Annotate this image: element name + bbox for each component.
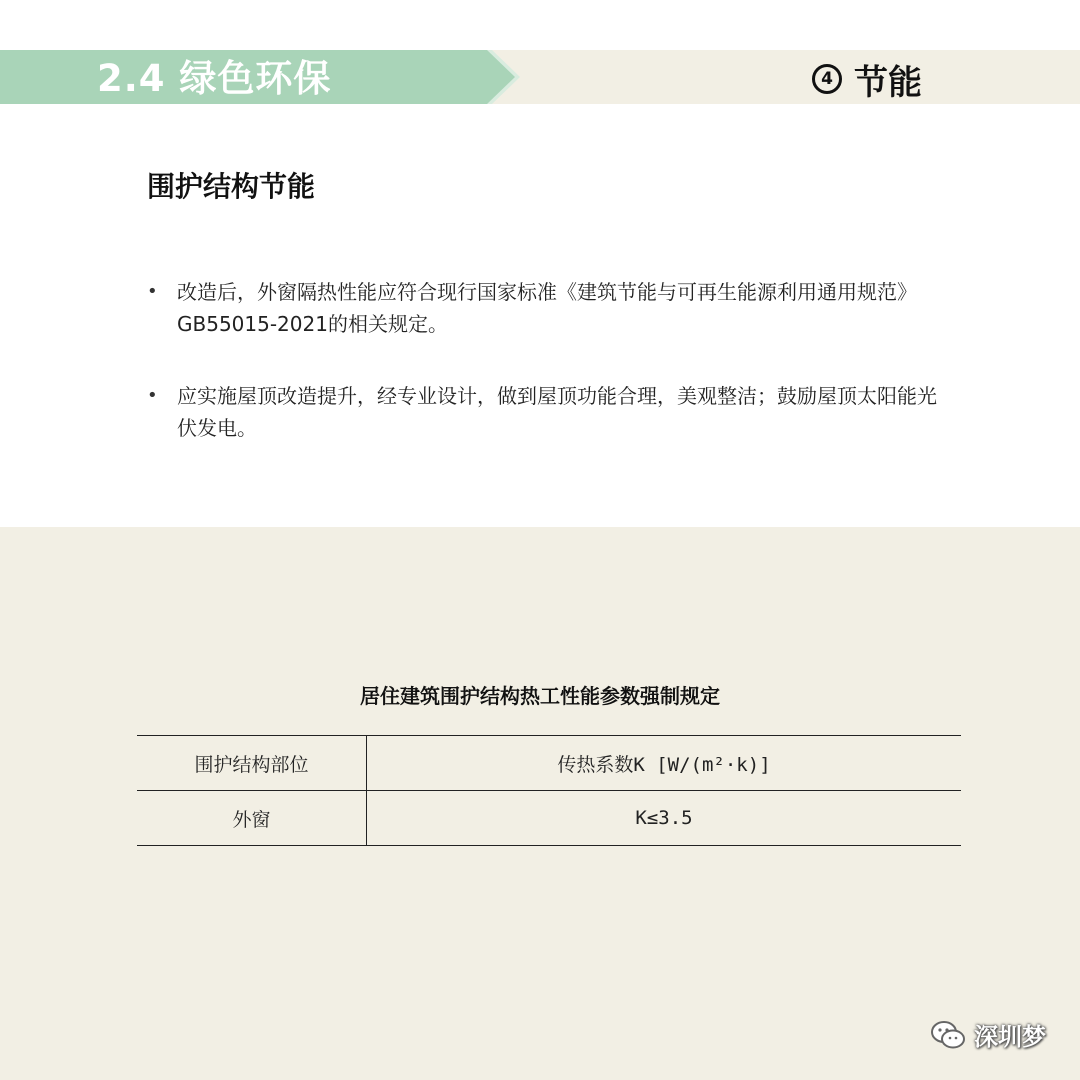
header-cell-coefficient: 传热系数K [W/(m²·k)]: [367, 736, 962, 791]
wechat-icon: [930, 1020, 966, 1050]
topic-heading: [812, 54, 922, 104]
cell-coefficient: K≤3.5: [367, 791, 962, 846]
topic-label: 节能: [854, 62, 922, 103]
spec-table: [137, 735, 961, 846]
bullet-list: [147, 276, 937, 484]
cell-part: 外窗: [137, 791, 367, 846]
table-header-row: [137, 736, 961, 791]
watermark-text: 深圳梦: [974, 1023, 1046, 1051]
bullet-text: 改造后，外窗隔热性能应符合现行国家标准《建筑节能与可再生能源利用通用规范》GB55015-2021的相关规定。: [177, 280, 917, 336]
table-title: 居住建筑围护结构热工性能参数强制规定: [360, 684, 720, 708]
topic-number-circle: 4: [812, 64, 842, 94]
table-row: [137, 791, 961, 846]
header-cell-part: 围护结构部位: [137, 736, 367, 791]
section-title: 2.4 绿色环保: [97, 57, 332, 100]
watermark: [930, 1017, 1046, 1052]
bullet-item: [147, 380, 937, 444]
bullet-marker: •: [147, 281, 158, 302]
bullet-text: 应实施屋顶改造提升，经专业设计，做到屋顶功能合理，美观整洁；鼓励屋顶太阳能光伏发电。: [177, 384, 937, 440]
bullet-marker: •: [147, 385, 158, 406]
bullet-item: [147, 276, 937, 340]
subheading: 围护结构节能: [147, 170, 316, 203]
